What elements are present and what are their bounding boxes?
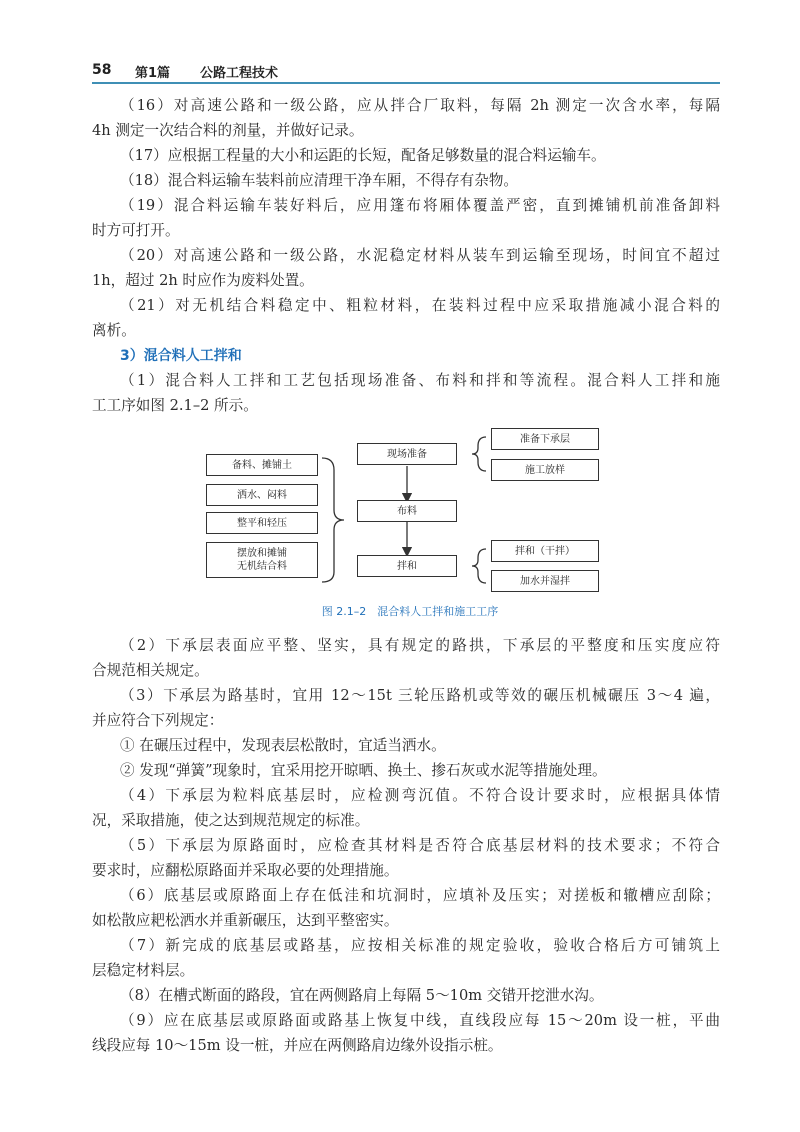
text-line: （5）下承层为原路面时，应检查其材料是否符合底基层材料的技术要求；不符合 bbox=[120, 837, 720, 854]
text-line: ① 在碾压过程中，发现表层松散时，宜适当洒水。 bbox=[120, 737, 446, 754]
part-label: 第1篇 bbox=[135, 66, 171, 81]
figure-caption: 图 2.1–2 混合料人工拌和施工工序 bbox=[321, 605, 499, 618]
text-line: 如松散应耙松洒水并重新碾压，达到平整密实。 bbox=[92, 912, 399, 929]
text-line: 层稳定材料层。 bbox=[92, 962, 195, 979]
text-line: （19）混合料运输车装好料后，应用篷布将厢体覆盖严密，直到摊铺机前准备卸料 bbox=[120, 197, 720, 214]
text-line: （1）混合料人工拌和工艺包括现场准备、布料和拌和等流程。混合料人工拌和施 bbox=[120, 372, 720, 389]
flow-mix: 拌和 bbox=[357, 555, 457, 577]
text-line: （9）应在底基层或原路面或路基上恢复中线，直线段应每 15～20m 设一桩，平曲 bbox=[120, 1012, 720, 1029]
step-prepare-materials: 备料、摊铺土 bbox=[206, 454, 318, 476]
text-line: （18）混合料运输车装料前应清理干净车厢，不得存有杂物。 bbox=[120, 172, 519, 189]
text-line: （2）下承层表面应平整、坚实，具有规定的路拱，下承层的平整度和压实度应符 bbox=[120, 637, 720, 654]
text-line: （7）新完成的底基层或路基，应按相关标准的规定验收，验收合格后方可铺筑上 bbox=[120, 937, 720, 954]
flow-site-prep: 现场准备 bbox=[357, 443, 457, 465]
text-line: （6）底基层或原路面上存在低洼和坑洞时，应填补及压实；对搓板和辙槽应刮除； bbox=[120, 887, 720, 904]
text-line: 要求时，应翻松原路面并采取必要的处理措施。 bbox=[92, 862, 399, 879]
page-number: 58 bbox=[92, 62, 112, 78]
text-line: 况，采取措施，使之达到规范规定的标准。 bbox=[92, 812, 370, 829]
text-line: 并应符合下列规定： bbox=[92, 712, 224, 729]
step-wet-mix: 加水并湿拌 bbox=[491, 570, 599, 592]
section-heading: 3）混合料人工拌和 bbox=[120, 348, 242, 364]
step-level-compact: 整平和轻压 bbox=[206, 512, 318, 534]
chapter-title: 公路工程技术 bbox=[200, 66, 279, 81]
text-line: ② 发现“弹簧”现象时，宜采用挖开晾晒、换土、掺石灰或水泥等措施处理。 bbox=[120, 762, 607, 779]
step-spread-binder: 摆放和摊铺 无机结合料 bbox=[206, 542, 318, 578]
step-layout: 施工放样 bbox=[491, 459, 599, 481]
text-line: （20）对高速公路和一级公路，水泥稳定材料从装车到运输至现场，时间宜不超过 bbox=[120, 247, 720, 264]
text-line: （3）下承层为路基时，宜用 12～15t 三轮压路机或等效的碾压机械碾压 3～4 遍， bbox=[120, 687, 720, 704]
text-line: 时方可打开。 bbox=[92, 222, 180, 239]
text-line: （4）下承层为粒料底基层时，应检测弯沉值。不符合设计要求时，应根据具体情 bbox=[120, 787, 720, 804]
text-line: （17）应根据工程量的大小和运距的长短，配备足够数量的混合料运输车。 bbox=[120, 147, 606, 164]
step-dry-mix: 拌和（干拌） bbox=[491, 540, 599, 562]
text-line: 合规范相关规定。 bbox=[92, 662, 209, 679]
text-line: （8）在槽式断面的路段，宜在两侧路肩上每隔 5～10m 交错开挖泄水沟。 bbox=[120, 987, 604, 1004]
text-line: 工工序如图 2.1–2 所示。 bbox=[92, 397, 258, 414]
flow-distribute: 布料 bbox=[357, 500, 457, 522]
step-water-soak: 洒水、闷料 bbox=[206, 484, 318, 506]
text-line: 线段应每 10～15m 设一桩，并应在两侧路肩边缘外设指示桩。 bbox=[92, 1037, 503, 1054]
text-line: 4h 测定一次结合料的剂量，并做好记录。 bbox=[92, 122, 364, 139]
text-line: （21）对无机结合料稳定中、粗粒材料，在装料过程中应采取措施减小混合料的 bbox=[120, 297, 720, 314]
text-line: 离析。 bbox=[92, 322, 136, 339]
step-prepare-base: 准备下承层 bbox=[491, 428, 599, 450]
text-line: 1h，超过 2h 时应作为废料处置。 bbox=[92, 272, 314, 289]
text-line: （16）对高速公路和一级公路，应从拌合厂取料，每隔 2h 测定一次含水率，每隔 bbox=[120, 97, 720, 114]
